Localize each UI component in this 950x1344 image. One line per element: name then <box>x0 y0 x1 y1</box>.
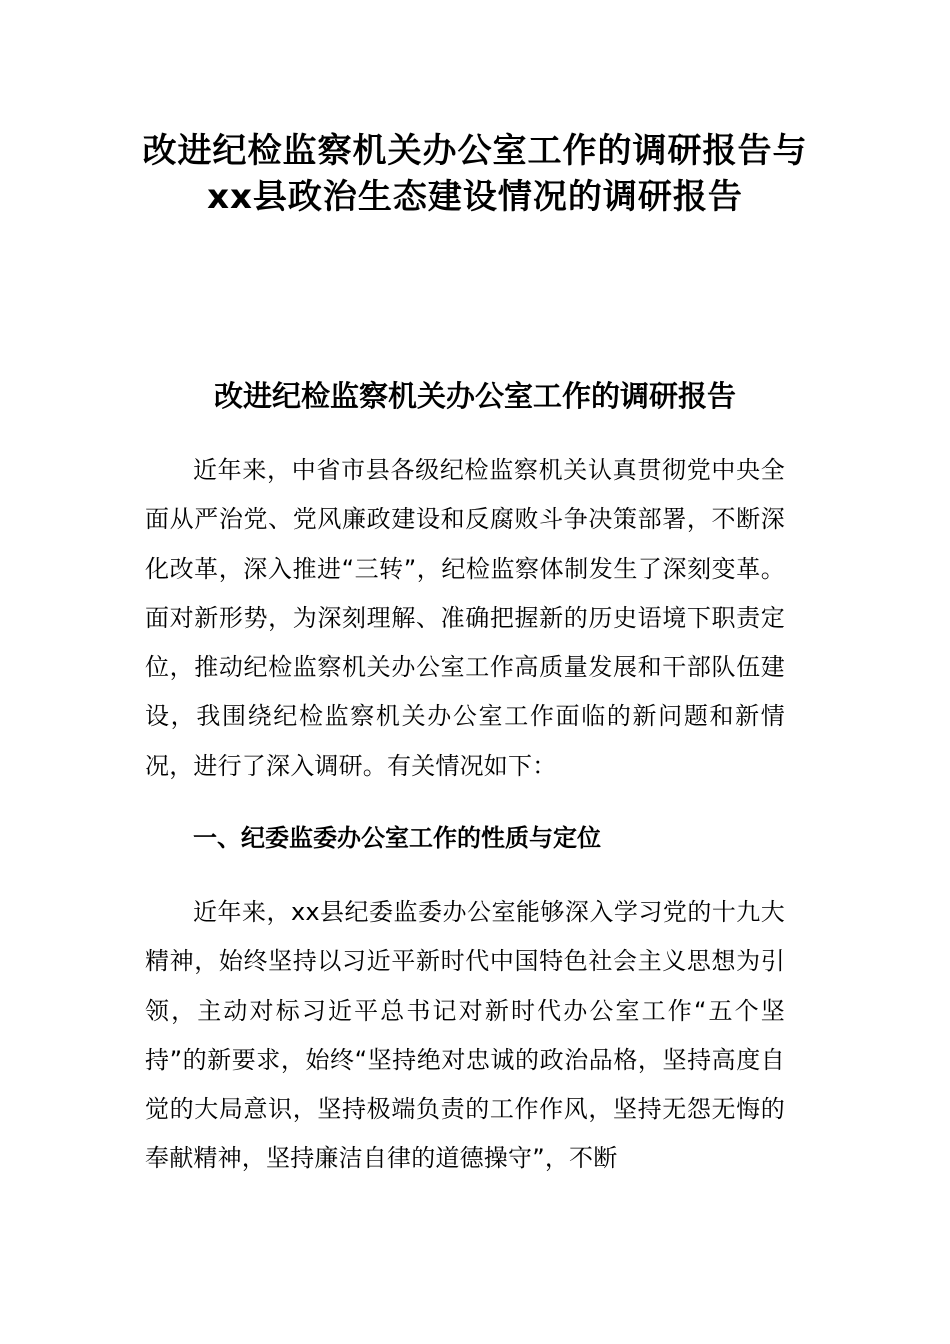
subheading-nature-and-positioning: 一、纪委监委办公室工作的性质与定位 <box>193 824 601 852</box>
paragraph-intro: 近年来，中省市县各级纪检监察机关认真贯彻党中央全面从严治党、党风廉政建设和反腐败斗争决策部署，不断深化改革，深入推进“三转”，纪检监察体制发生了深刻变革。面对新形势，为深刻理解、准确把握新的历史语境下职责定位，推动纪检监察机关办公室工作高质量发展和干部队伍建设，我围绕纪检监察机关办公室工作面临的新问题和新情况，进行了深入调研。有关情况如下： <box>145 456 785 780</box>
section-title: 改进纪检监察机关办公室工作的调研报告 <box>213 379 736 413</box>
document-title: 改进纪检监察机关办公室工作的调研报告与xx县政治生态建设情况的调研报告 <box>142 131 808 217</box>
paragraph-body: 近年来，xx县纪委监委办公室能够深入学习党的十九大精神，始终坚持以习近平新时代中国特色社会主义思想为引领，主动对标习近平总书记对新时代办公室工作“五个坚持”的新要求，始终“坚持绝对忠诚的政治品格，坚持高度自觉的大局意识，坚持极端负责的工作作风，坚持无怨无悔的奉献精神，坚持廉洁自律的道德操守”，不断 <box>145 898 785 1173</box>
